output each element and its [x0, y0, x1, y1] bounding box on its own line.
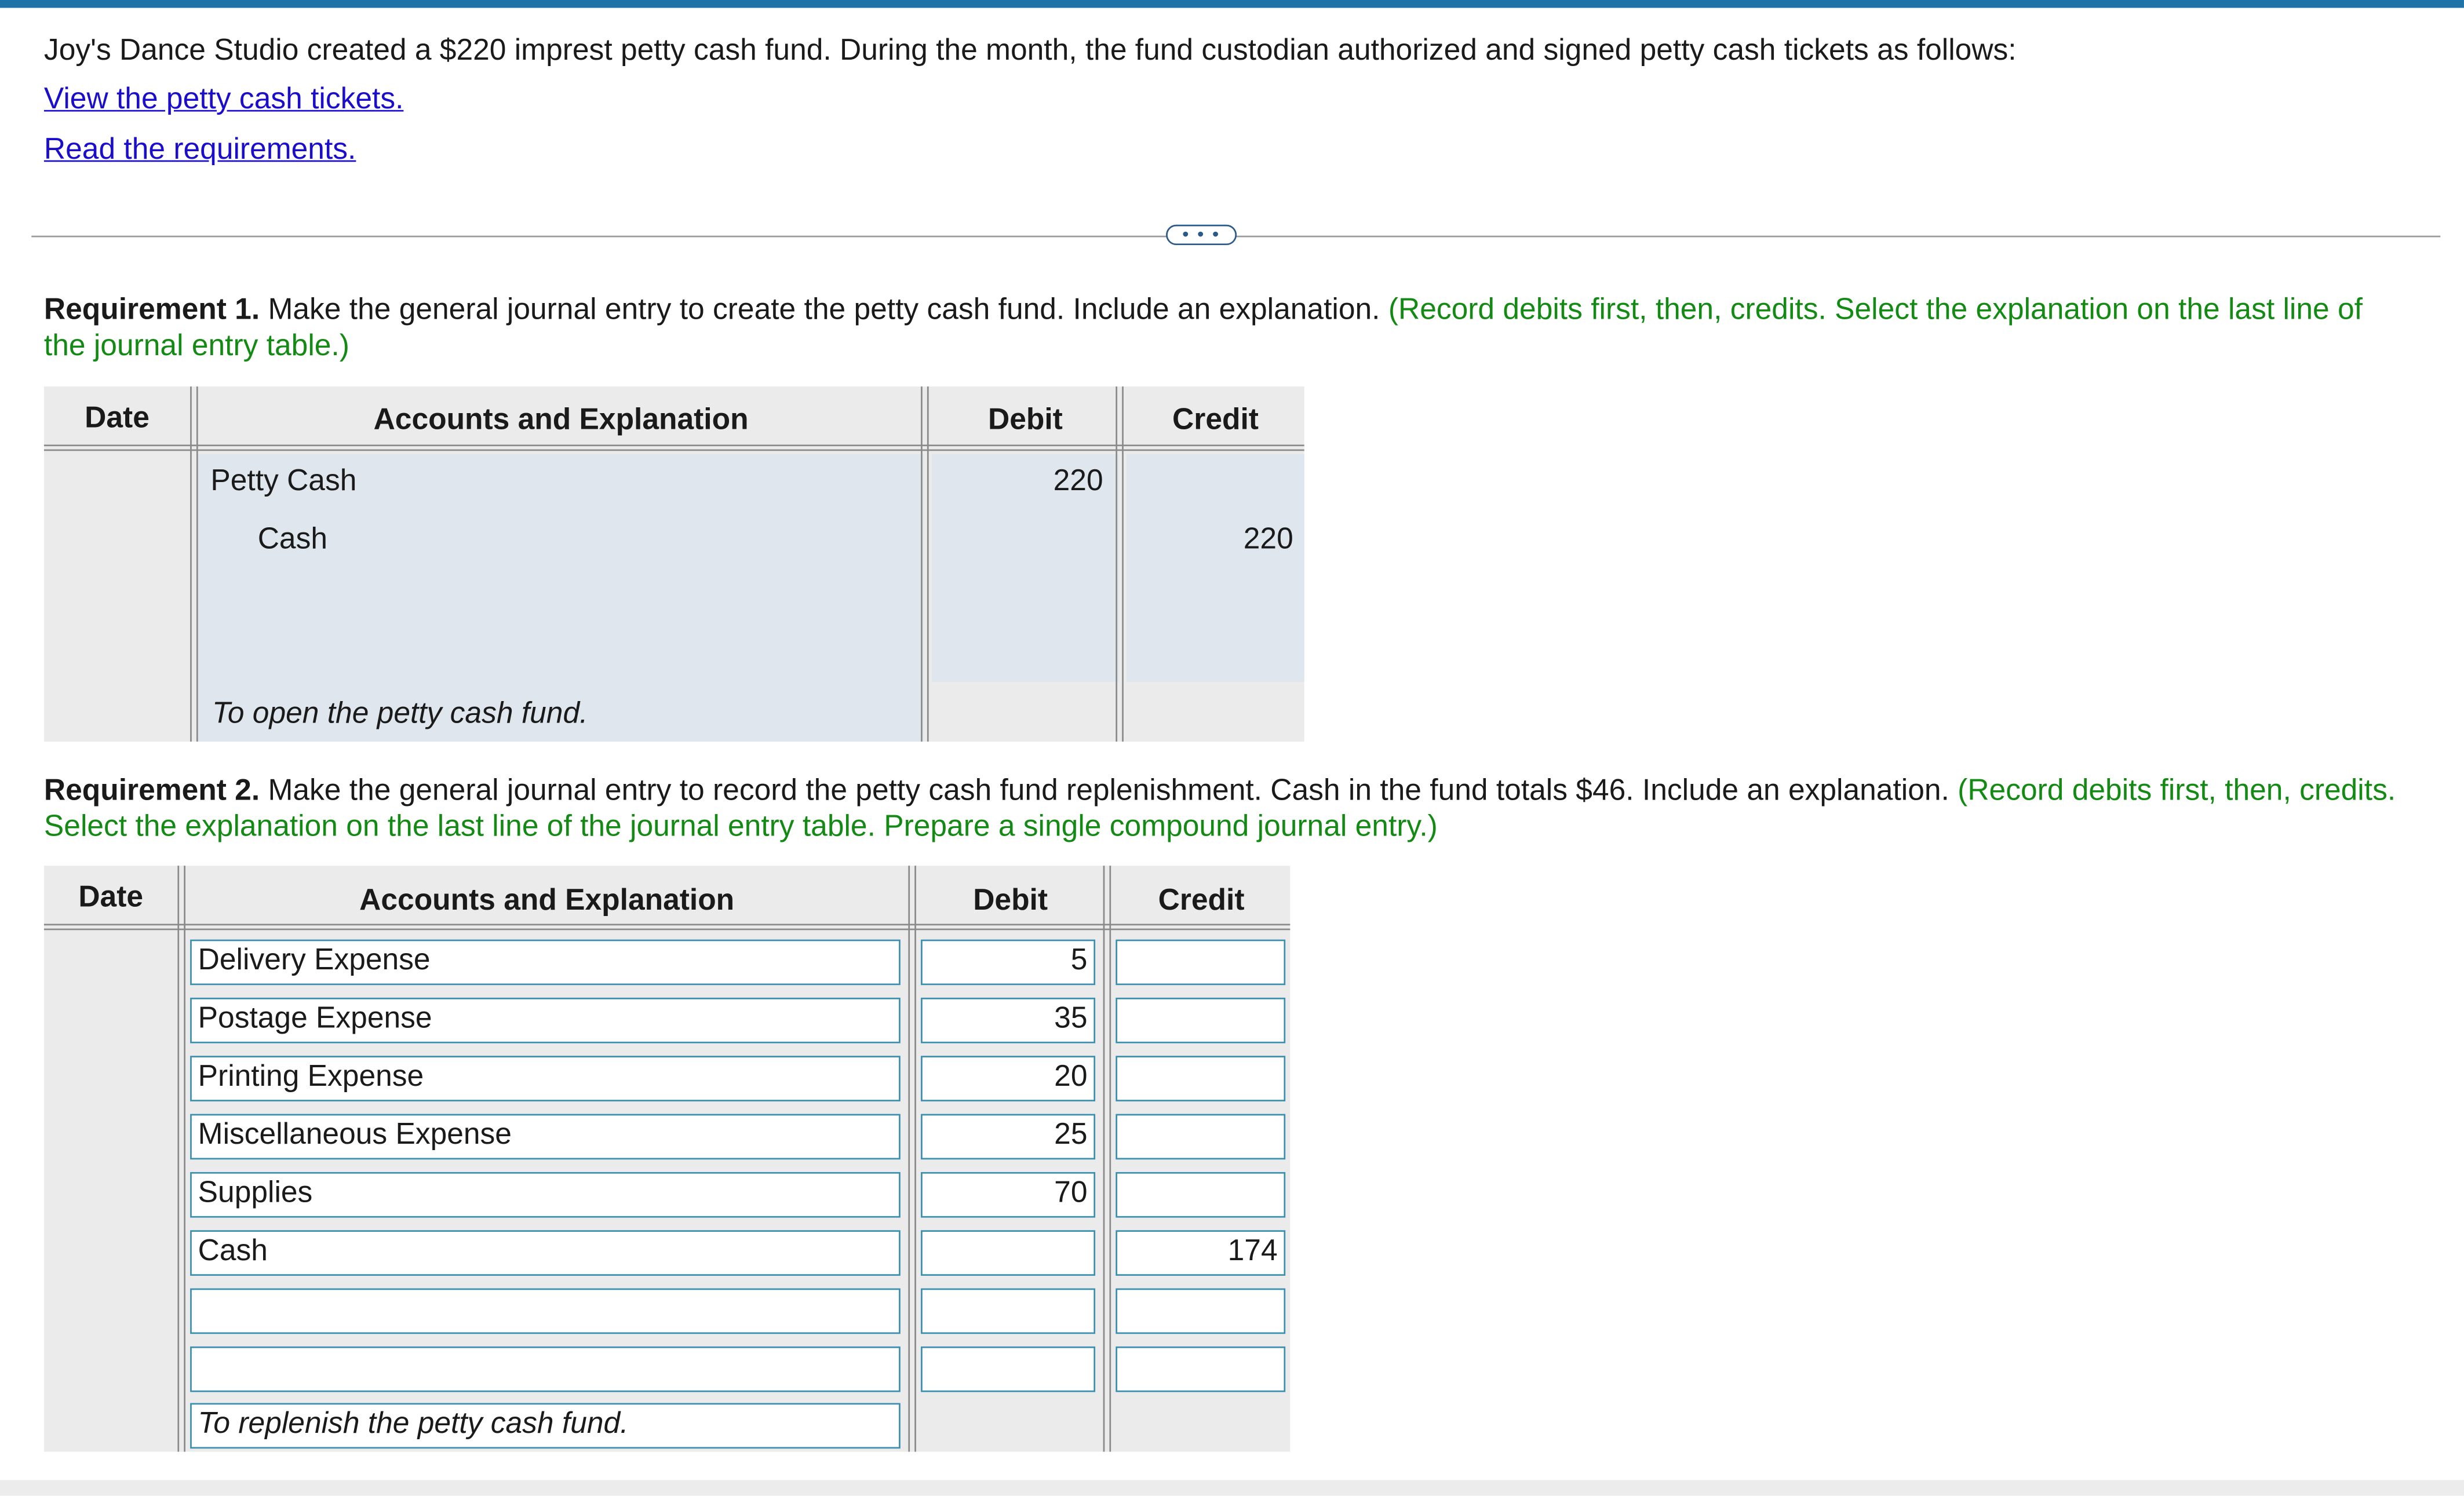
bottom-bar — [0, 1480, 2464, 1495]
req2-journal-table — [44, 866, 1290, 1451]
req2-row3-account-field[interactable]: Printing Expense — [190, 1056, 901, 1101]
read-requirements-link[interactable]: Read the requirements. — [43, 133, 356, 167]
req2-row5-credit-field[interactable] — [1116, 1172, 1285, 1218]
req1-header-credit: Credit — [1172, 403, 1259, 437]
req2-header-credit: Credit — [1158, 884, 1245, 918]
req2-col-rule-3 — [1103, 866, 1111, 1451]
req2-row7-credit-field[interactable] — [1116, 1289, 1285, 1334]
req2-row8-account-field[interactable] — [190, 1347, 901, 1392]
req2-row6-debit-field[interactable] — [921, 1230, 1095, 1276]
req1-col-rule-3 — [1116, 386, 1124, 742]
req2-row1-credit-field[interactable] — [1116, 940, 1285, 986]
req1-label: Requirement 1. — [43, 294, 260, 327]
req2-row3-credit-field[interactable] — [1116, 1056, 1285, 1101]
req2-row2-debit-field[interactable]: 35 — [921, 998, 1095, 1043]
req1-journal-table — [44, 386, 1304, 742]
req1-header-accounts: Accounts and Explanation — [373, 403, 749, 437]
req1-row2-account: Cash — [257, 523, 328, 556]
req1-credit-bg — [1127, 454, 1304, 682]
req1-row2-credit: 220 — [1243, 523, 1293, 556]
req2-row3-debit-field[interactable]: 20 — [921, 1056, 1095, 1101]
req2-row4-account-field[interactable]: Miscellaneous Expense — [190, 1114, 901, 1160]
req2-instruction-line1: (Record debits first, then, credits. — [1958, 774, 2396, 808]
req1-col-rule-1 — [190, 386, 198, 742]
req2-header-debit: Debit — [973, 884, 1048, 918]
top-accent-bar — [0, 0, 2464, 8]
req1-heading — [44, 292, 2363, 328]
req2-row1-debit-field[interactable]: 5 — [921, 940, 1095, 986]
req2-explanation-field[interactable]: To replenish the petty cash fund. — [190, 1403, 901, 1449]
req1-instruction-line2: the journal entry table.) — [43, 330, 349, 363]
req2-row4-credit-field[interactable] — [1116, 1114, 1285, 1160]
req2-row7-debit-field[interactable] — [921, 1289, 1095, 1334]
req2-row4-debit-field[interactable]: 25 — [921, 1114, 1095, 1160]
req1-instruction-line1: (Record debits first, then, credits. Select the explanation on the last line of — [1388, 294, 2363, 327]
view-tickets-link[interactable]: View the petty cash tickets. — [43, 83, 404, 116]
req2-row1-account-field[interactable]: Delivery Expense — [190, 940, 901, 986]
req2-row5-debit-field[interactable]: 70 — [921, 1172, 1095, 1218]
req1-header-debit: Debit — [987, 403, 1063, 437]
req2-col-rule-1 — [177, 866, 185, 1451]
req2-row6-account-field[interactable]: Cash — [190, 1230, 901, 1276]
req2-instruction-line2: Select the explanation on the last line of the journal entry table. Prepare a single compound journal entry.) — [43, 811, 1438, 844]
req2-row8-credit-field[interactable] — [1116, 1347, 1285, 1392]
req1-explanation: To open the petty cash fund. — [212, 697, 588, 731]
req2-text: Make the general journal entry to record the petty cash fund replenishment. Cash in the fund totals $46. Include an explanation. — [260, 774, 1949, 808]
expand-more-button[interactable]: • • • — [1166, 225, 1237, 245]
req2-header-date: Date — [78, 881, 144, 915]
req2-header-accounts: Accounts and Explanation — [359, 884, 735, 918]
req2-heading — [44, 773, 2396, 809]
req2-row8-debit-field[interactable] — [921, 1347, 1095, 1392]
intro-text: Joy's Dance Studio created a $220 imprest petty cash fund. During the month, the fund custodian authorized and signed petty cash tickets as follows: — [43, 34, 2017, 68]
req2-row5-account-field[interactable]: Supplies — [190, 1172, 901, 1218]
req2-label: Requirement 2. — [43, 774, 260, 808]
req2-row7-account-field[interactable] — [190, 1289, 901, 1334]
req1-row1-account: Petty Cash — [210, 465, 357, 498]
req2-row6-credit-field[interactable]: 174 — [1116, 1230, 1285, 1276]
req1-text: Make the general journal entry to create the petty cash fund. Include an explanation. — [260, 294, 1380, 327]
req2-col-rule-2 — [908, 866, 916, 1451]
req1-col-rule-2 — [921, 386, 929, 742]
req1-header-date: Date — [85, 402, 150, 436]
req2-row2-credit-field[interactable] — [1116, 998, 1285, 1043]
req2-row2-account-field[interactable]: Postage Expense — [190, 998, 901, 1043]
req1-row1-debit: 220 — [1053, 465, 1103, 498]
